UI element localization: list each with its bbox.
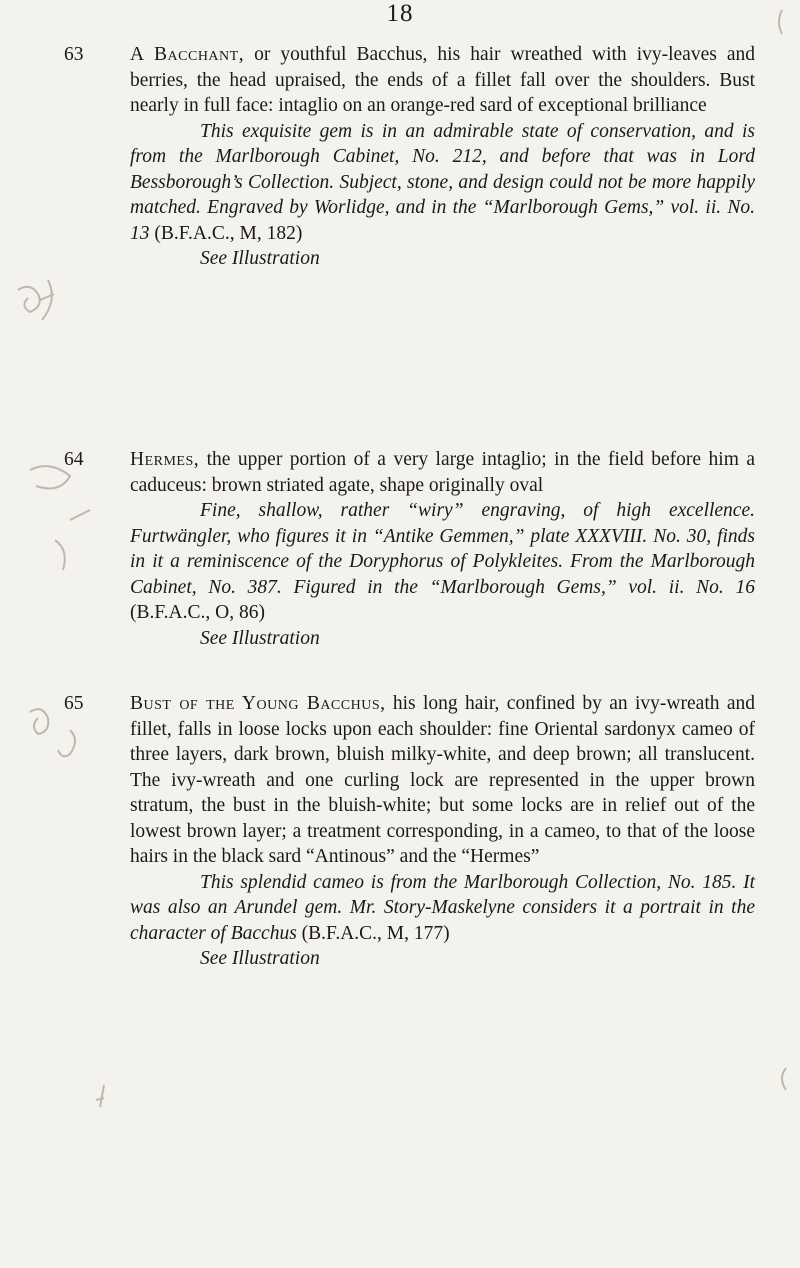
page-number: 18	[386, 0, 414, 27]
see-illustration: See Illustration	[200, 948, 320, 969]
edge-bracket-bottom	[782, 1068, 786, 1090]
entry-title: Hermes,	[130, 449, 200, 470]
catalogue-entry-65	[64, 691, 755, 972]
entry-description	[130, 691, 755, 870]
margin-scribble-5	[30, 709, 48, 734]
margin-scribble-1	[18, 287, 40, 312]
entry-description	[130, 447, 755, 498]
entry-number: 65	[64, 693, 84, 714]
margin-scribble-2	[40, 280, 54, 320]
entry-text: his long hair, confined by an ivy-wreath and fillet, falls in loose locks upon each shoulder: fine Oriental sardonyx cameo of three layers, dark brown, bluish milky-white, and deep brown; all translucent. The ivy-wreath and one curling lock are represented in the upper brown stratum, the bust in the bluish-white; but some locks are in relief out of the lowest brown layer; a treatment corresponding, in a cameo, to that of the loose hairs in the black sard “Antinous” and the “Hermes”	[130, 693, 755, 867]
margin-scribble-6	[58, 730, 75, 756]
catalogue-entry-64	[64, 447, 755, 651]
entry-number: 64	[64, 449, 84, 470]
entry-note-text: This exquisite gem is in an admirable state of conservation, and is from the Marlborough Cabinet, No. 212, and before that was in Lord Bessborough’s Collection. Subject, stone, and design could not be more happily matched. Engraved by Worlidge, and in the “Marlborough Gems,” vol. ii. No. 13	[130, 120, 755, 244]
pencil-marginalia	[0, 0, 130, 1268]
entry-reference: (B.F.A.C., M, 177)	[301, 922, 450, 944]
see-illustration: See Illustration	[200, 248, 320, 269]
entry-note-text: Fine, shallow, rather “wiry” engraving, of high excellence. Furtwängler, who figures it in “Antike Gemmen,” plate XXXVIII. No. 30, finds in it a reminiscence of the Doryphorus of Polykleites. From the Marlborough Cabinet, No. 387. Figured in the “Marlborough Gems,” vol. ii. No. 16	[130, 500, 755, 598]
entry-description	[130, 42, 755, 119]
entry-reference: (B.F.A.C., O, 86)	[130, 602, 265, 623]
entry-note	[130, 870, 755, 947]
entry-note	[130, 119, 755, 247]
entry-text: or youthful Bacchus, his hair wreathed with ivy-leaves and berries, the head upraised, the ends of a fillet fall over the shoulders. Bust nearly in full face: intaglio on an orange-red sard of exceptional brilliance	[130, 44, 756, 116]
entry-text: the upper portion of a very large intaglio; in the field before him a caduceus: brown striated agate, shape originally oval	[130, 449, 755, 496]
entry-note-text: This splendid cameo is from the Marlborough Collection, No. 185. It was also an Arundel gem. Mr. Story-Maskelyne considers it a portrait in the character of Bacchus	[130, 871, 755, 944]
pencil-edge-marks	[760, 0, 800, 1268]
entry-note	[130, 498, 755, 626]
entry-title: A Bacchant,	[130, 44, 245, 65]
entry-title: Bust of the Young Bacchus,	[130, 693, 386, 714]
entry-reference: (B.F.A.C., M, 182)	[154, 222, 303, 244]
see-illustration: See Illustration	[200, 627, 320, 649]
margin-scribble-7	[96, 1085, 104, 1107]
margin-scribble-4	[55, 510, 90, 570]
entry-number: 63	[64, 44, 84, 65]
catalogue-entry-63	[64, 42, 756, 272]
